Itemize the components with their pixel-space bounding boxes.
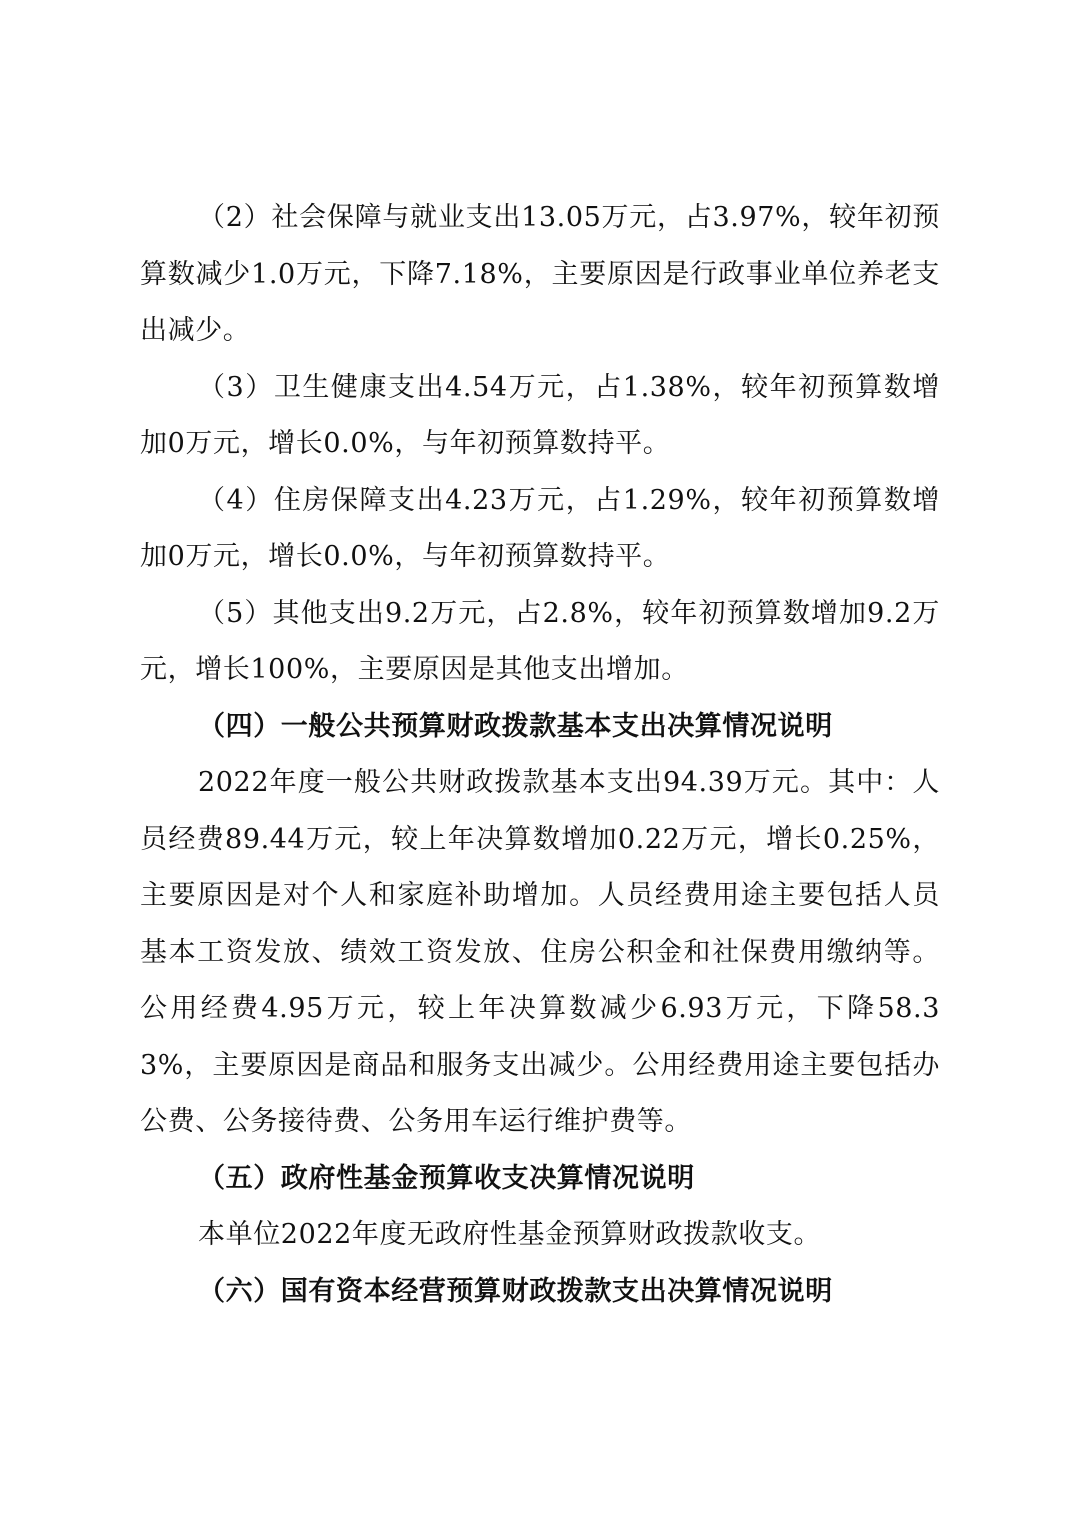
document-body (140, 190, 940, 1320)
section-heading-government-fund: （五）政府性基金预算收支决算情况说明 (198, 1162, 695, 1194)
paragraph-basic-expenditure: 2022年度一般公共财政拨款基本支出94.39万元。其中：人员经费89.44万元，较上年决算数增加0.22万元，增长0.25%，主要原因是对个人和家庭补助增加。人员经费用途主要包括人员基本工资发放、绩效工资发放、住房公积金和社保费用缴纳等。公用经费4.95万元，较上年决算数减少6.93万元，下降58.33%，主要原因是商品和服务支出减少。公用经费用途主要包括办公费、公务接待费、公务用车运行维护费等。 (140, 767, 940, 1137)
section-heading-basic-expenditure: （四）一般公共预算财政拨款基本支出决算情况说明 (198, 710, 833, 742)
paragraph-government-fund: 本单位2022年度无政府性基金预算财政拨款收支。 (198, 1219, 822, 1250)
paragraph-other-expenses: （5）其他支出9.2万元，占2.8%，较年初预算数增加9.2万元，增长100%，主要原因是其他支出增加。 (140, 597, 940, 685)
paragraph-social-security: （2）社会保障与就业支出13.05万元，占3.97%，较年初预算数减少1.0万元，下降7.18%，主要原因是行政事业单位养老支出减少。 (140, 202, 940, 346)
paragraph-housing: （4）住房保障支出4.23万元，占1.29%，较年初预算数增加0万元，增长0.0%，与年初预算数持平。 (140, 484, 940, 572)
section-heading-state-capital: （六）国有资本经营预算财政拨款支出决算情况说明 (198, 1275, 833, 1307)
paragraph-health: （3）卫生健康支出4.54万元，占1.38%，较年初预算数增加0万元，增长0.0%，与年初预算数持平。 (140, 371, 940, 459)
